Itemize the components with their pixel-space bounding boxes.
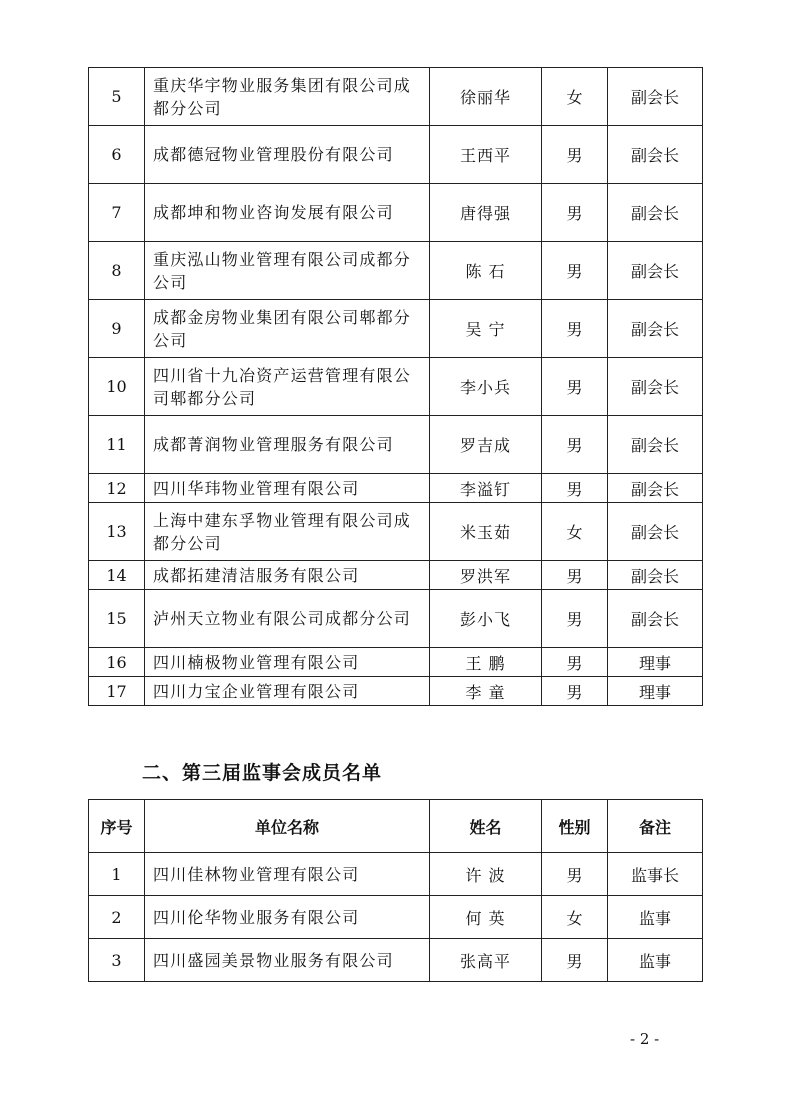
cell-org: 四川盛园美景物业服务有限公司 [145, 939, 430, 982]
cell-name: 王西平 [430, 126, 542, 184]
cell-role: 理事 [608, 648, 703, 677]
cell-name: 彭小飞 [430, 590, 542, 648]
cell-name: 徐丽华 [430, 68, 542, 126]
cell-org: 泸州天立物业有限公司成都分公司 [145, 590, 430, 648]
cell-no: 11 [89, 416, 145, 474]
cell-role: 监事 [608, 896, 703, 939]
header-org: 单位名称 [145, 800, 430, 853]
cell-org: 四川佳林物业管理有限公司 [145, 853, 430, 896]
table-row [89, 242, 703, 300]
table-row [89, 648, 703, 677]
cell-gender: 女 [542, 68, 608, 126]
cell-org: 重庆泓山物业管理有限公司成都分公司 [145, 242, 430, 300]
header-no: 序号 [89, 800, 145, 853]
table-row [89, 896, 703, 939]
cell-no: 17 [89, 677, 145, 706]
cell-no: 6 [89, 126, 145, 184]
cell-gender: 男 [542, 939, 608, 982]
cell-org: 重庆华宇物业服务集团有限公司成都分公司 [145, 68, 430, 126]
cell-role: 监事长 [608, 853, 703, 896]
cell-no: 15 [89, 590, 145, 648]
cell-gender: 男 [542, 474, 608, 503]
cell-gender: 男 [542, 300, 608, 358]
cell-name: 张高平 [430, 939, 542, 982]
cell-no: 8 [89, 242, 145, 300]
cell-no: 7 [89, 184, 145, 242]
cell-name: 唐得强 [430, 184, 542, 242]
cell-gender: 男 [542, 358, 608, 416]
cell-org: 成都德冠物业管理股份有限公司 [145, 126, 430, 184]
cell-org: 四川力宝企业管理有限公司 [145, 677, 430, 706]
cell-gender: 男 [542, 853, 608, 896]
cell-gender: 男 [542, 242, 608, 300]
section-title-supervisory-board: 二、第三届监事会成员名单 [142, 762, 383, 784]
cell-role: 副会长 [608, 590, 703, 648]
table-row [89, 184, 703, 242]
cell-no: 9 [89, 300, 145, 358]
table-row [89, 939, 703, 982]
table-row [89, 503, 703, 561]
cell-org: 四川伦华物业服务有限公司 [145, 896, 430, 939]
cell-org: 四川华玮物业管理有限公司 [145, 474, 430, 503]
cell-role: 副会长 [608, 416, 703, 474]
table-row [89, 590, 703, 648]
cell-name: 李小兵 [430, 358, 542, 416]
cell-role: 副会长 [608, 561, 703, 590]
cell-role: 副会长 [608, 68, 703, 126]
cell-org: 成都坤和物业咨询发展有限公司 [145, 184, 430, 242]
cell-org: 成都金房物业集团有限公司郫都分公司 [145, 300, 430, 358]
cell-org: 上海中建东孚物业管理有限公司成都分公司 [145, 503, 430, 561]
cell-name: 许 波 [430, 853, 542, 896]
cell-name: 何 英 [430, 896, 542, 939]
header-name: 姓名 [430, 800, 542, 853]
cell-name: 李溢钉 [430, 474, 542, 503]
cell-gender: 男 [542, 648, 608, 677]
cell-role: 副会长 [608, 474, 703, 503]
cell-role: 副会长 [608, 358, 703, 416]
cell-gender: 男 [542, 126, 608, 184]
cell-role: 副会长 [608, 300, 703, 358]
cell-name: 李 童 [430, 677, 542, 706]
table-row [89, 358, 703, 416]
page-number: - 2 - [630, 1030, 660, 1048]
supervisory-board-table [88, 799, 703, 982]
council-members-table [88, 67, 703, 706]
header-role: 备注 [608, 800, 703, 853]
cell-no: 2 [89, 896, 145, 939]
cell-name: 罗吉成 [430, 416, 542, 474]
table-row [89, 126, 703, 184]
table-row [89, 416, 703, 474]
cell-no: 16 [89, 648, 145, 677]
cell-org: 成都拓建清洁服务有限公司 [145, 561, 430, 590]
cell-name: 陈 石 [430, 242, 542, 300]
cell-name: 罗洪军 [430, 561, 542, 590]
cell-role: 副会长 [608, 242, 703, 300]
cell-no: 1 [89, 853, 145, 896]
cell-gender: 男 [542, 416, 608, 474]
cell-name: 吴 宁 [430, 300, 542, 358]
cell-gender: 男 [542, 590, 608, 648]
cell-org: 成都菁润物业管理服务有限公司 [145, 416, 430, 474]
cell-no: 10 [89, 358, 145, 416]
table-row [89, 853, 703, 896]
cell-gender: 男 [542, 677, 608, 706]
cell-gender: 女 [542, 896, 608, 939]
table-row [89, 68, 703, 126]
cell-gender: 男 [542, 184, 608, 242]
cell-name: 米玉茹 [430, 503, 542, 561]
cell-org: 四川楠极物业管理有限公司 [145, 648, 430, 677]
cell-gender: 男 [542, 561, 608, 590]
cell-no: 3 [89, 939, 145, 982]
cell-role: 监事 [608, 939, 703, 982]
cell-no: 14 [89, 561, 145, 590]
cell-no: 5 [89, 68, 145, 126]
cell-role: 副会长 [608, 126, 703, 184]
table-row [89, 474, 703, 503]
cell-role: 副会长 [608, 184, 703, 242]
cell-role: 理事 [608, 677, 703, 706]
table-row [89, 300, 703, 358]
cell-gender: 女 [542, 503, 608, 561]
cell-name: 王 鹏 [430, 648, 542, 677]
cell-org: 四川省十九冶资产运营管理有限公司郫都分公司 [145, 358, 430, 416]
cell-role: 副会长 [608, 503, 703, 561]
header-gender: 性别 [542, 800, 608, 853]
cell-no: 13 [89, 503, 145, 561]
cell-no: 12 [89, 474, 145, 503]
table-header-row [89, 800, 703, 853]
table-row [89, 677, 703, 706]
table-row [89, 561, 703, 590]
